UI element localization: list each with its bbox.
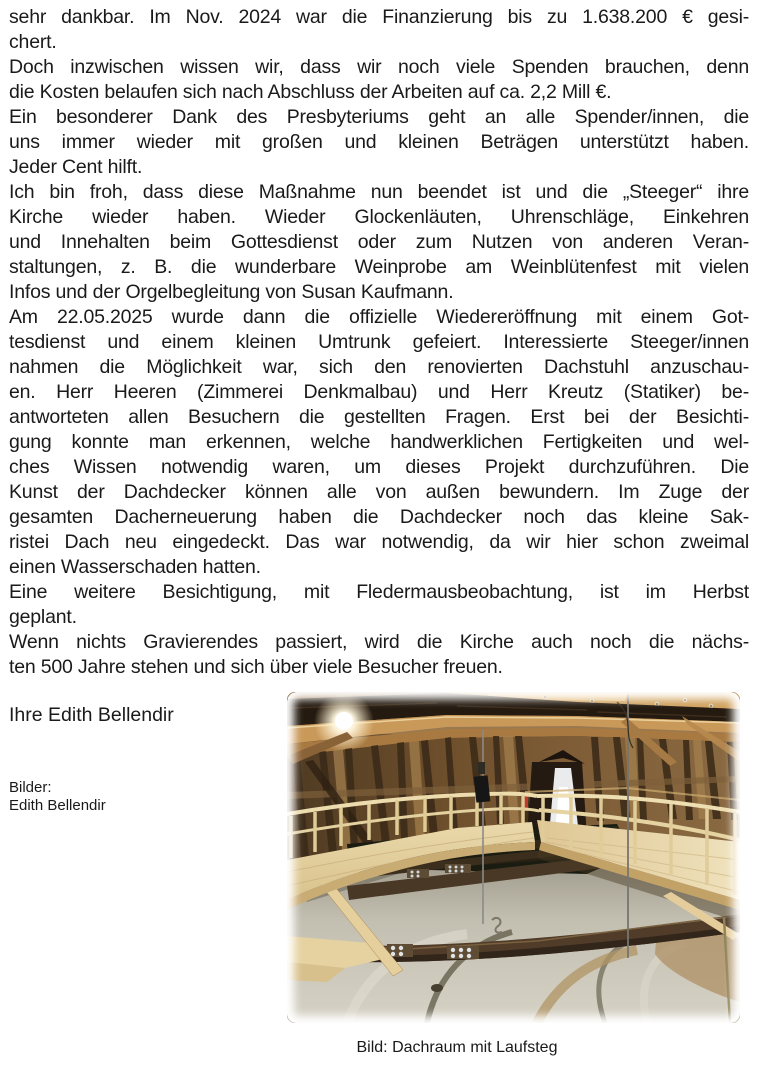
text-line: Kirche wieder haben. Wieder Glockenläuten, Uhrenschläge, Einkehren: [9, 206, 749, 228]
text-line: nahmen die Möglichkeit war, sich den renovierten Dachstuhl anzuschau-: [9, 356, 749, 378]
text-line: ches Wissen notwendig waren, um dieses Projekt durchzuführen. Die: [9, 456, 749, 478]
text-line: tesdienst und einem kleinen Umtrunk gefeiert. Interessierte Steeger/innen: [9, 331, 749, 353]
text-line: gung konnte man erkennen, welche handwerklichen Fertigkeiten und wel-: [9, 431, 749, 453]
signature-line: Ihre Edith Bellendir: [9, 704, 174, 726]
text-line: en. Herr Heeren (Zimmerei Denkmalbau) und Herr Kreutz (Statiker) be-: [9, 381, 749, 403]
photo-credit: [9, 779, 106, 814]
text-line: sehr dankbar. Im Nov. 2024 war die Finanzierung bis zu 1.638.200 € gesi-: [9, 6, 749, 28]
photo-credit-name: Edith Bellendir: [9, 796, 106, 814]
text-line: und Innehalten beim Gottesdienst oder zum Nutzen von anderen Veran-: [9, 231, 749, 253]
hanging-weight: [474, 775, 491, 802]
text-line: Infos und der Orgelbegleitung von Susan Kaufmann.: [9, 281, 454, 303]
text-line: Jeder Cent hilft.: [9, 156, 143, 178]
text-line: einen Wasserschaden hatten.: [9, 556, 261, 578]
text-line: die Kosten belaufen sich nach Abschluss der Arbeiten auf ca. 2,2 Mill €.: [9, 81, 612, 103]
text-line: uns immer wieder mit großen und kleinen Beträgen unterstützt haben.: [9, 131, 749, 153]
text-line: Doch inzwischen wissen wir, dass wir noch viele Spenden brauchen, denn: [9, 56, 749, 78]
text-line: gesamten Dacherneuerung haben die Dachdecker noch das kleine Sak-: [9, 506, 749, 528]
text-line: Ein besonderer Dank des Presbyteriums geht an alle Spender/innen, die: [9, 106, 749, 128]
text-line: Eine weitere Besichtigung, mit Fledermausbeobachtung, ist im Herbst: [9, 581, 749, 603]
text-line: Wenn nichts Gravierendes passiert, wird die Kirche auch noch die nächs-: [9, 631, 749, 653]
text-line: chert.: [9, 31, 57, 53]
text-line: antworteten allen Besuchern die gestellten Fragen. Erst bei der Besichti-: [9, 406, 749, 428]
text-line: staltungen, z. B. die wunderbare Weinprobe am Weinblütenfest mit vielen: [9, 256, 749, 278]
photo-credit-label: Bilder:: [9, 779, 52, 796]
text-line: ten 500 Jahre stehen und sich über viele Besucher freuen.: [9, 656, 503, 678]
text-line: Am 22.05.2025 wurde dann die offizielle Wiedereröffnung mit einem Got-: [9, 306, 749, 328]
text-line: Kunst der Dachdecker können alle von außen bewundern. Im Zuge der: [9, 481, 749, 503]
article-text: [9, 5, 749, 680]
attic-photo-image: [287, 692, 740, 1023]
photo-caption: Bild: Dachraum mit Laufsteg: [356, 1039, 558, 1056]
text-line: Ich bin froh, dass diese Maßnahme nun beendet ist und die „Steeger“ ihre: [9, 181, 749, 203]
text-line: geplant.: [9, 606, 77, 628]
text-line: ristei Dach neu eingedeckt. Das war notwendig, da wir hier schon zweimal: [9, 531, 749, 553]
attic-photo: [287, 692, 740, 1023]
